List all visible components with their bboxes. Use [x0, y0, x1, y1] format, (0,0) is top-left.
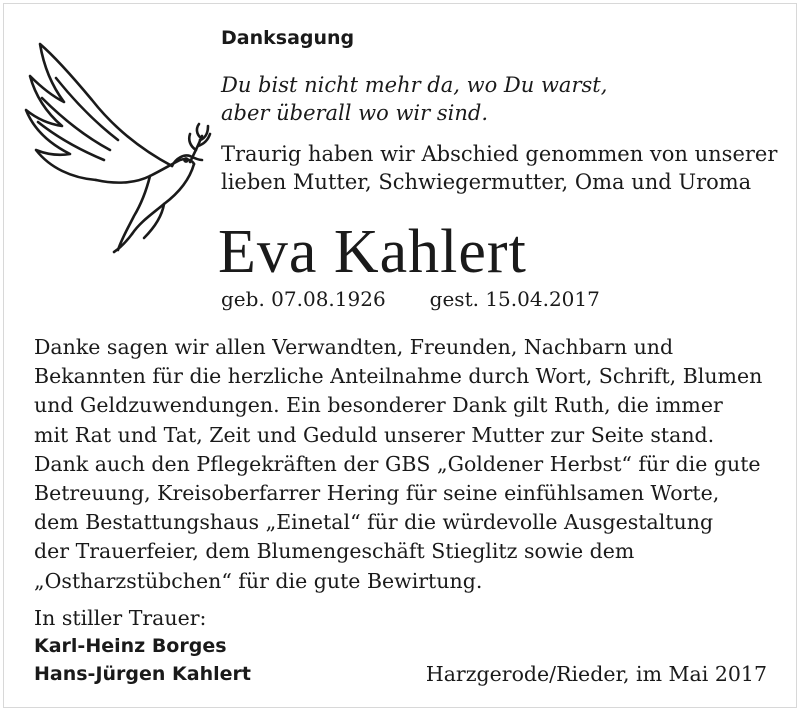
thanks-line: mit Rat und Tat, Zeit und Geduld unserer Mutter zur Seite stand.	[34, 422, 715, 447]
place-date: Harzgerode/Rieder, im Mai 2017	[425, 662, 767, 686]
dove-icon	[22, 38, 212, 258]
thanks-line: „Ostharzstübchen“ für die gute Bewirtung.	[34, 568, 483, 593]
thanks-line: Bekannten für die herzliche Anteilnahme durch Wort, Schrift, Blumen	[34, 364, 763, 389]
death-date: gest. 15.04.2017	[429, 287, 600, 311]
signer-name: Karl-Heinz Borges	[34, 635, 227, 657]
mourning-label: In stiller Trauer:	[34, 606, 207, 630]
intro-line: Traurig haben wir Abschied genommen von unserer	[221, 142, 778, 166]
thanks-line: Betreuung, Kreisoberfarrer Hering für seine einfühlsamen Worte,	[34, 481, 720, 506]
signer-name: Hans-Jürgen Kahlert	[34, 663, 251, 685]
quote-line: aber überall wo wir sind.	[221, 101, 489, 125]
notice-heading: Danksagung	[221, 27, 355, 49]
memorial-quote	[221, 71, 607, 127]
thanks-line: Dank auch den Pflegekräften der GBS „Goldener Herbst“ für die gute	[34, 451, 761, 476]
life-dates	[221, 286, 600, 312]
intro-text	[221, 140, 777, 196]
quote-line: Du bist nicht mehr da, wo Du warst,	[221, 73, 608, 97]
birth-date: geb. 07.08.1926	[221, 287, 386, 311]
thanks-line: und Geldzuwendungen. Ein besonderer Dank gilt Ruth, die immer	[34, 393, 723, 418]
thanks-text	[34, 333, 794, 596]
thanks-line: dem Bestattungshaus „Einetal“ für die würdevolle Ausgestaltung	[34, 510, 714, 535]
thanks-line: Danke sagen wir allen Verwandten, Freunden, Nachbarn und	[34, 335, 674, 359]
intro-line: lieben Mutter, Schwiegermutter, Oma und Uroma	[221, 170, 752, 194]
deceased-name: Eva Kahlert	[218, 218, 527, 286]
thanks-line: der Trauerfeier, dem Blumengeschäft Stieglitz sowie dem	[34, 539, 635, 564]
